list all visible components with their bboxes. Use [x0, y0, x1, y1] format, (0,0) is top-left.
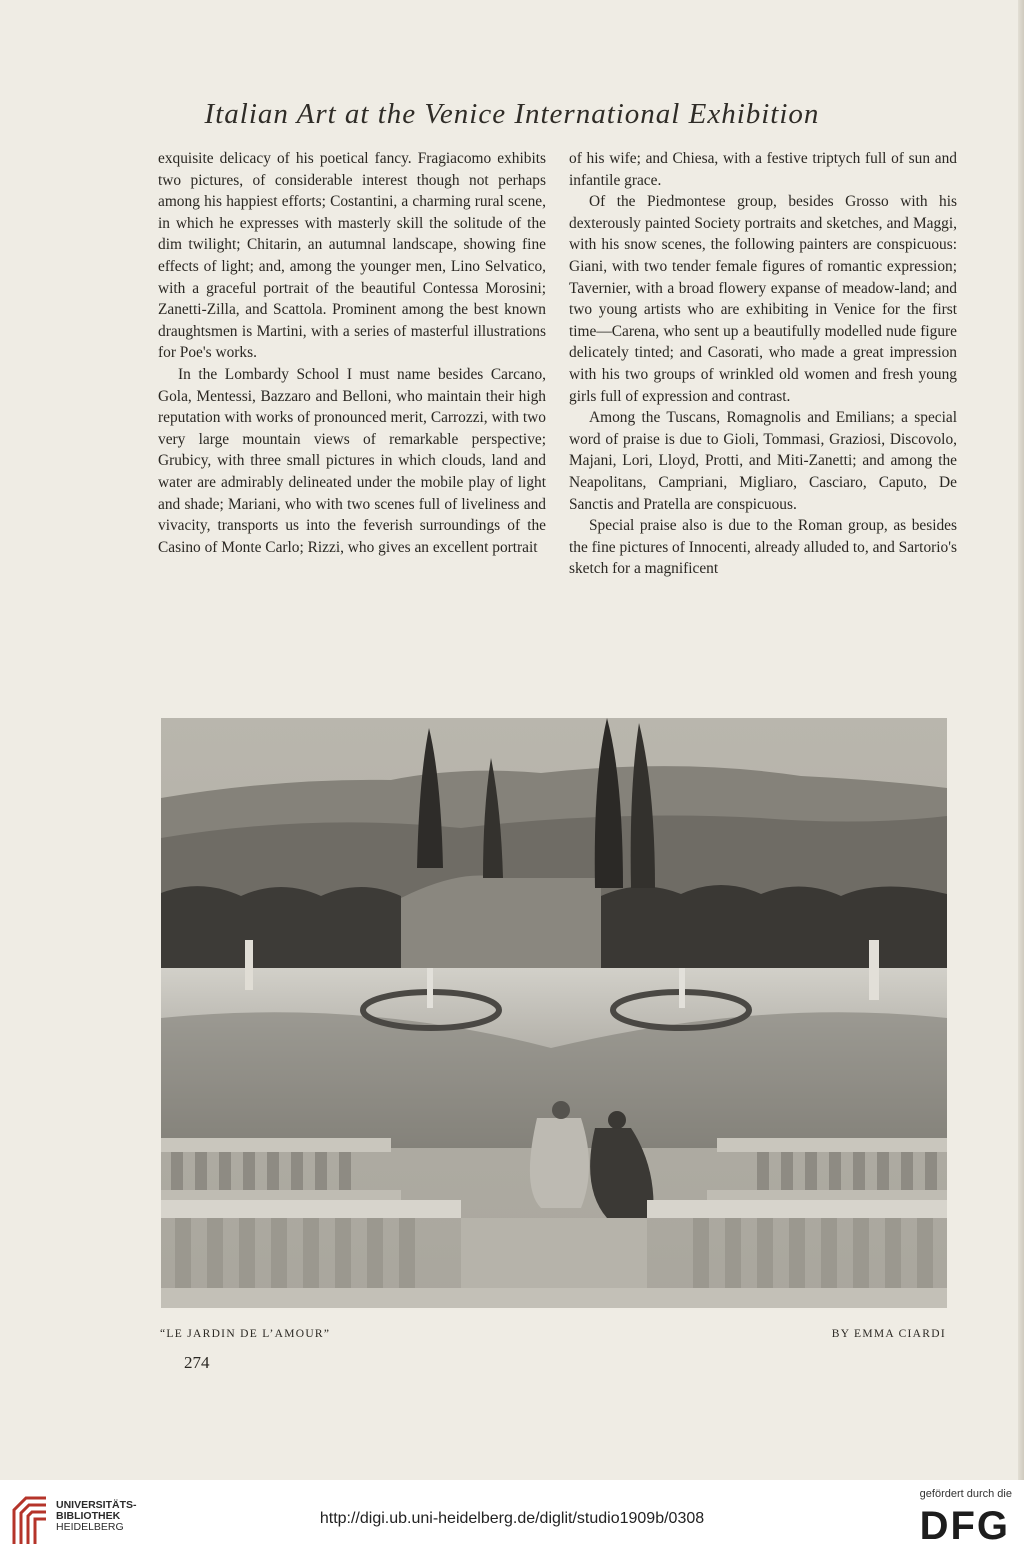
paragraph: Among the Tuscans, Romagnolis and Emilians; a special word of praise is due to Gioli, Tommasi, Graziosi, Discovolo, Majani, Lori, Lloyd, Protti, and Miti-Zanetti; and among the Neapolitans, Campriani, Migliaro, Casciaro, Caputo, De Sanctis and Pratella are conspicuous.	[569, 409, 957, 513]
paragraph: of his wife; and Chiesa, with a festive triptych full of sun and infantile grace.	[569, 150, 957, 189]
garden-painting-plate	[161, 718, 947, 1308]
digitization-footer	[0, 1480, 1024, 1563]
paragraph: exquisite delicacy of his poetical fancy. Fragiacomo exhibits two pictures, of considerable interest though not perhaps among his happiest efforts; Costantini, a charming rural scene, in which he expresses with masterly skill the solitude of the dim twilight; Chitarin, an autumnal landscape, showing fine effects of light; and, among the younger men, Lino Selvatico, with a graceful portrait of the beautiful Contessa Morosini; Zanetti-Zilla, and Scattola. Prominent among the best known draughtsmen is Martini, with a series of masterful illustrations for Poe's works.	[158, 150, 546, 362]
library-name-line: BIBLIOTHEK	[56, 1510, 121, 1522]
page-edge	[1018, 0, 1024, 1480]
paragraph: In the Lombardy School I must name besides Carcano, Gola, Mentessi, Bazzaro and Belloni, who maintain their high reputation with works of pronounced merit, Carrozzi, with two very large mountain views of remarkable perspective; Grubicy, with three small pictures in which clouds, land and water are admirably delineated under the mobile play of light and shade; Mariani, who with two scenes full of liveliness and vivacity, transports us into the feverish surroundings of the Casino of Monte Carlo; Rizzi, who gives an excellent portrait	[158, 365, 546, 556]
plate-caption-artist: BY EMMA CIARDI	[831, 1328, 946, 1340]
plate-caption-title: “LE JARDIN DE L’AMOUR”	[160, 1328, 331, 1340]
text-column-right	[569, 148, 957, 580]
permalink-url[interactable]: http://digi.ub.uni-heidelberg.de/diglit/studio1909b/0308	[319, 1510, 705, 1527]
running-head: Italian Art at the Venice International Exhibition	[204, 98, 820, 130]
library-name-line: UNIVERSITÄTS-	[56, 1499, 137, 1511]
funding-note: gefördert durch die	[919, 1488, 1012, 1500]
page-number: 274	[184, 1353, 210, 1372]
garden-painting-image	[161, 718, 947, 1308]
text-column-left	[158, 148, 546, 558]
library-name-line: HEIDELBERG	[56, 1521, 124, 1533]
paragraph: Of the Piedmontese group, besides Grosso with his dexterously painted Society portraits and sketches, and Maggi, with his snow scenes, the following painters are conspicuous: Giani, with two tender female figures of romantic expression; Tavernier, with a broad flowery expanse of meadow-land; and two young artists who are exhibiting in Venice for the first time—Carena, who sent up a beautifully modelled nude figure delicately tinted; and Casorati, who made a great impression with his two groups of wrinkled old women and fresh young girls full of expression and contrast.	[569, 193, 957, 405]
paragraph: Special praise also is due to the Roman group, as besides the fine pictures of Innocenti, already alluded to, and Sartorio's sketch for a magnificent	[569, 517, 957, 578]
dfg-logo: DFG	[919, 1504, 1010, 1548]
